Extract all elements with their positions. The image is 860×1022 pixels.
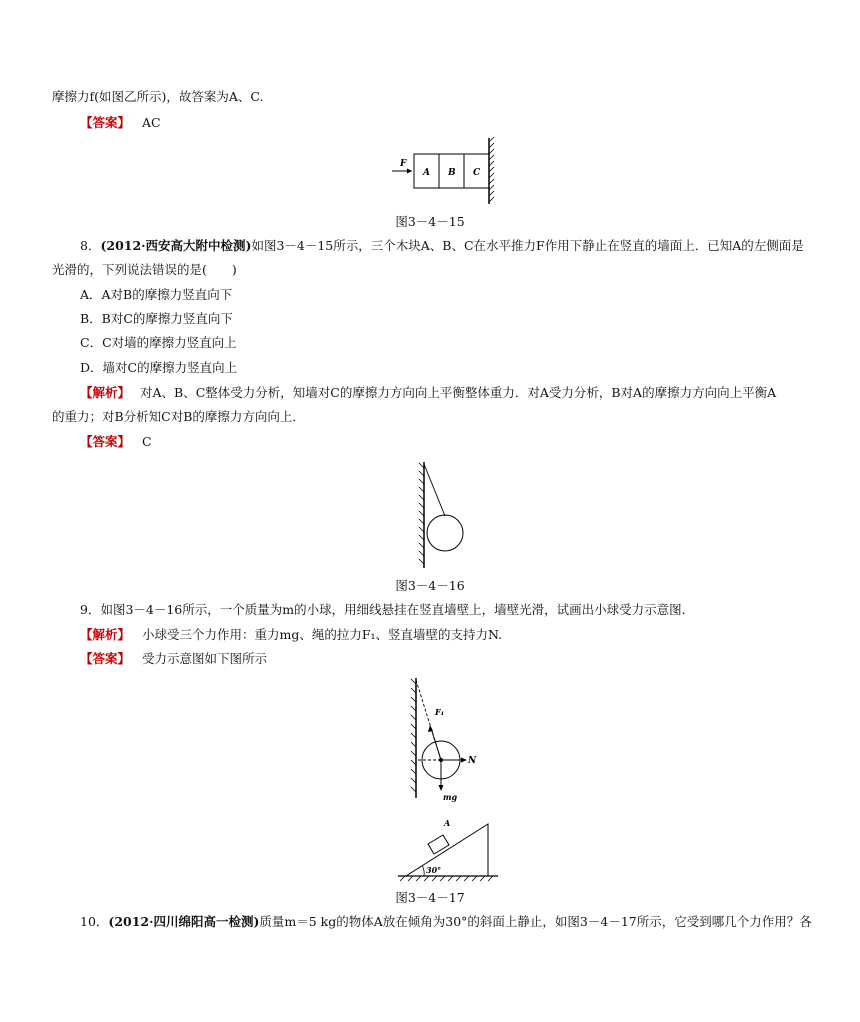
question-number: 10． xyxy=(80,914,109,929)
figure-caption: 图3－4－16 xyxy=(395,578,465,593)
answer-value: C xyxy=(142,434,152,449)
force-diagram xyxy=(404,676,494,804)
analysis-text: 对A、B、C整体受力分析，知墙对C的摩擦力方向向上平衡整体重力．对A受力分析，B对A的摩擦力方向向上平衡A xyxy=(140,385,777,400)
question-text: 质量m＝5 kg的物体A放在倾角为30°的斜面上静止，如图3－4－17所示，它受到哪几个力作用？各 xyxy=(259,914,812,929)
label-N: N xyxy=(468,756,477,766)
question-9-line xyxy=(80,602,694,618)
option-a: A．A对B的摩擦力竖直向下 xyxy=(80,287,233,302)
label-C: C xyxy=(473,168,481,178)
label-A: A xyxy=(444,818,451,828)
label-F: F xyxy=(400,159,407,169)
question-text: 如图3－4－16所示，一个质量为m的小球，用细线悬挂在竖直墙壁上，墙壁光滑，试画出小球受力示意图． xyxy=(100,602,695,617)
question-number: 8． xyxy=(80,238,101,253)
option-c: C．C对墙的摩擦力竖直向上 xyxy=(80,335,237,350)
answer-tag: 【答案】 xyxy=(80,115,131,130)
analysis-tag: 【解析】 xyxy=(80,627,131,642)
question-source: (2012·西安高大附中检测) xyxy=(100,238,252,253)
analysis-line1 xyxy=(80,385,776,401)
label-B: B xyxy=(448,168,456,178)
label-mg: mg xyxy=(443,792,458,802)
answer-value: AC xyxy=(142,115,161,130)
figure-caption: 图3－4－15 xyxy=(395,214,465,229)
option-d: D．墙对C的摩擦力竖直向上 xyxy=(80,360,238,375)
answer-line xyxy=(80,115,161,131)
answer-tag: 【答案】 xyxy=(80,434,131,449)
question-source: (2012·四川绵阳高一检测) xyxy=(108,914,260,929)
answer-value: 受力示意图如下图所示 xyxy=(142,651,268,666)
label-F1: F₁ xyxy=(435,707,445,717)
question-10-line xyxy=(80,914,812,930)
label-angle: 30° xyxy=(426,865,442,875)
answer-line xyxy=(80,434,152,450)
label-A: A xyxy=(423,168,430,178)
analysis-text: 小球受三个力作用：重力mg、绳的拉力F₁、竖直墙壁的支持力N. xyxy=(142,627,503,642)
figure-caption: 图3－4－17 xyxy=(395,890,465,905)
question-text: 如图3－4－15所示，三个木块A、B、C在水平推力F作用下静止在竖直的墙面上．已知A的左侧面是 xyxy=(251,238,804,253)
question-number: 9． xyxy=(80,602,101,617)
analysis-line2: 的重力；对B分析知C对B的摩擦力方向向上． xyxy=(52,409,305,424)
analysis-tag: 【解析】 xyxy=(80,385,131,400)
text-line: 摩擦力f(如图乙所示)，故答案为A、C. xyxy=(52,89,264,104)
figure-3-4-16 xyxy=(414,460,474,570)
option-b: B．B对C的摩擦力竖直向下 xyxy=(80,311,233,326)
ground-hatching xyxy=(400,876,493,881)
question-8-line2: 光滑的，下列说法错误的是( ) xyxy=(52,262,237,277)
answer-tag: 【答案】 xyxy=(80,651,131,666)
question-8-line1 xyxy=(80,238,804,254)
figure-3-4-17 xyxy=(398,812,500,882)
figure-3-4-15 xyxy=(380,136,520,206)
analysis-line xyxy=(80,627,502,643)
answer-line xyxy=(80,651,267,667)
